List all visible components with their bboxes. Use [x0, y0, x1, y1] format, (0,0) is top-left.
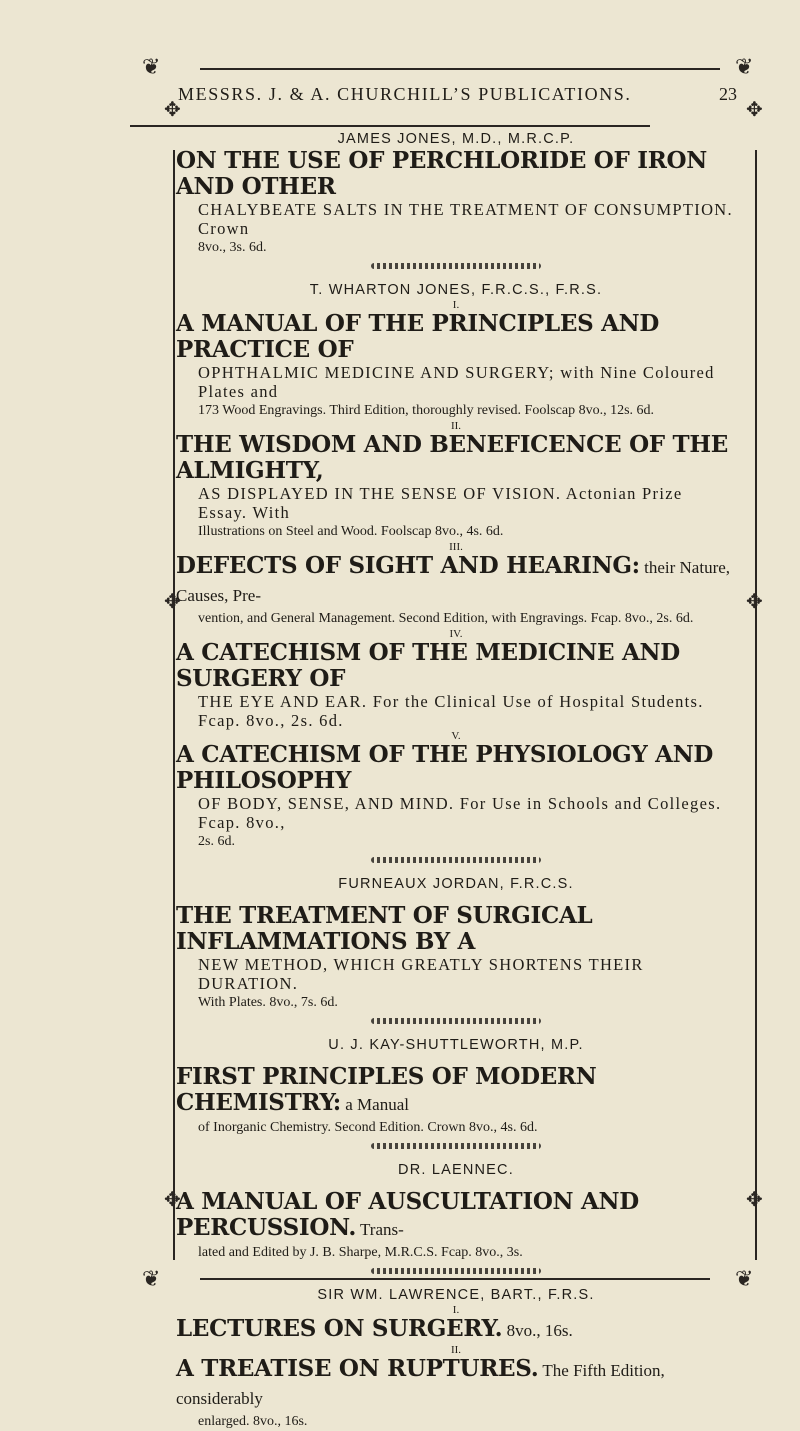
author-name: FURNEAUX JORDAN, F.R.C.S. — [338, 876, 574, 892]
work-title-suffix: The Fifth Edition, considerably — [176, 1361, 665, 1408]
work-subtitle: CHALYBEATE SALTS IN THE TREATMENT OF CONSUMPTION. Crown — [198, 200, 733, 238]
author-entry — [176, 1286, 736, 1431]
work-subtitle: THE EYE AND EAR. For the Clinical Use of Hospital Students. Fcap. 8vo., 2s. 6d. — [198, 692, 704, 730]
side-ornament-icon: ✥ — [164, 1189, 181, 1211]
section-divider — [371, 857, 541, 863]
work-title: FIRST PRINCIPLES OF MODERN CHEMISTRY: — [176, 1063, 597, 1116]
work-details: lated and Edited by J. B. Sharpe, M.R.C.S. Fcap. 8vo., 3s. — [198, 1245, 523, 1260]
work-numeral: II. — [450, 420, 462, 432]
top-border-rule-lower — [130, 125, 650, 127]
section-divider — [371, 1143, 541, 1149]
work-title-suffix: 8vo., 16s. — [502, 1321, 573, 1340]
side-ornament-icon: ✥ — [746, 1189, 763, 1211]
work-details: of Inorganic Chemistry. Second Edition. Crown 8vo., 4s. 6d. — [198, 1120, 538, 1135]
author-entry — [176, 130, 736, 257]
author-name: JAMES JONES, M.D., M.R.C.P. — [337, 131, 575, 147]
section-divider — [371, 263, 541, 269]
page-number: 23 — [719, 84, 737, 104]
work-title: LECTURES ON SURGERY. — [176, 1315, 503, 1342]
side-ornament-icon: ✥ — [164, 99, 181, 121]
work-title: A CATECHISM OF THE MEDICINE AND SURGERY OF — [176, 639, 680, 692]
work-subtitle: NEW METHOD, WHICH GREATLY SHORTENS THEIR DURATION. — [198, 955, 644, 993]
work-numeral: V. — [451, 730, 461, 742]
work-title-suffix: a Manual — [341, 1095, 409, 1114]
work-title-suffix: their Nature, Causes, Pre- — [176, 558, 731, 605]
work-numeral: II. — [450, 1344, 462, 1356]
work-title: THE WISDOM AND BENEFICENCE OF THE ALMIGHTY, — [176, 431, 729, 484]
work-title-line — [176, 1189, 736, 1243]
author-entry — [176, 1036, 736, 1137]
work-details: 173 Wood Engravings. Third Edition, thoroughly revised. Foolscap 8vo., 12s. 6d. — [198, 403, 655, 418]
work-title: A TREATISE ON RUPTURES. — [176, 1355, 539, 1382]
author-name: U. J. KAY-SHUTTLEWORTH, M.P. — [328, 1037, 584, 1053]
author-name: SIR WM. LAWRENCE, BART., F.R.S. — [317, 1287, 595, 1303]
author-entry — [176, 1161, 736, 1262]
running-head: MESSRS. J. & A. CHURCHILL’S PUBLICATIONS. — [178, 84, 632, 104]
work-details: 8vo., 3s. 6d. — [198, 240, 267, 255]
work-numeral: IV. — [449, 628, 463, 640]
work-title-line — [176, 1064, 736, 1118]
work-numeral: I. — [452, 299, 460, 311]
work-numeral: III. — [449, 541, 463, 553]
work-title: DEFECTS OF SIGHT AND HEARING: — [176, 552, 640, 579]
right-border-rule — [755, 150, 757, 1260]
author-entry — [176, 875, 736, 1012]
work-title: ON THE USE OF PERCHLORIDE OF IRON AND OTHER — [176, 147, 707, 200]
corner-ornament-icon: ❦ — [735, 1266, 754, 1291]
work-details: Illustrations on Steel and Wood. Foolscap 8vo., 4s. 6d. — [198, 524, 504, 539]
work-title: A MANUAL OF THE PRINCIPLES AND PRACTICE OF — [176, 310, 659, 363]
work-numeral: I. — [452, 1304, 460, 1316]
author-name: DR. LAENNEC. — [398, 1162, 514, 1178]
catalogue-entries — [176, 130, 736, 1431]
work-title-suffix: Trans- — [356, 1220, 404, 1239]
work-title: A CATECHISM OF THE PHYSIOLOGY AND PHILOSOPHY — [176, 741, 714, 794]
corner-ornament-icon: ❦ — [142, 54, 161, 79]
work-title-line — [176, 553, 736, 609]
work-details: vention, and General Management. Second Edition, with Engravings. Fcap. 8vo., 2s. 6d. — [198, 611, 694, 626]
work-details: enlarged. 8vo., 16s. — [198, 1414, 308, 1429]
left-border-rule — [173, 150, 175, 1260]
corner-ornament-icon: ❦ — [142, 1266, 161, 1291]
side-ornament-icon: ✥ — [746, 99, 763, 121]
work-details: 2s. 6d. — [198, 834, 235, 849]
work-title-line — [176, 1356, 736, 1412]
side-ornament-icon: ✥ — [164, 591, 181, 613]
work-title: THE TREATMENT OF SURGICAL INFLAMMATIONS BY A — [176, 902, 593, 955]
work-subtitle: OF BODY, SENSE, AND MIND. For Use in Schools and Colleges. Fcap. 8vo., — [198, 794, 722, 832]
author-name: T. WHARTON JONES, F.R.C.S., F.R.S. — [309, 282, 603, 298]
side-ornament-icon: ✥ — [746, 591, 763, 613]
author-entry — [176, 281, 736, 851]
work-details: With Plates. 8vo., 7s. 6d. — [198, 995, 338, 1010]
work-subtitle: OPHTHALMIC MEDICINE AND SURGERY; with Nine Coloured Plates and — [198, 363, 715, 401]
section-divider — [371, 1268, 541, 1274]
work-title-line — [176, 1316, 736, 1344]
work-subtitle: AS DISPLAYED IN THE SENSE OF VISION. Actonian Prize Essay. With — [198, 484, 683, 522]
corner-ornament-icon: ❦ — [735, 54, 754, 79]
work-title: A MANUAL OF AUSCULTATION AND PERCUSSION. — [176, 1188, 639, 1241]
section-divider — [371, 1018, 541, 1024]
top-border-rule — [200, 68, 720, 70]
